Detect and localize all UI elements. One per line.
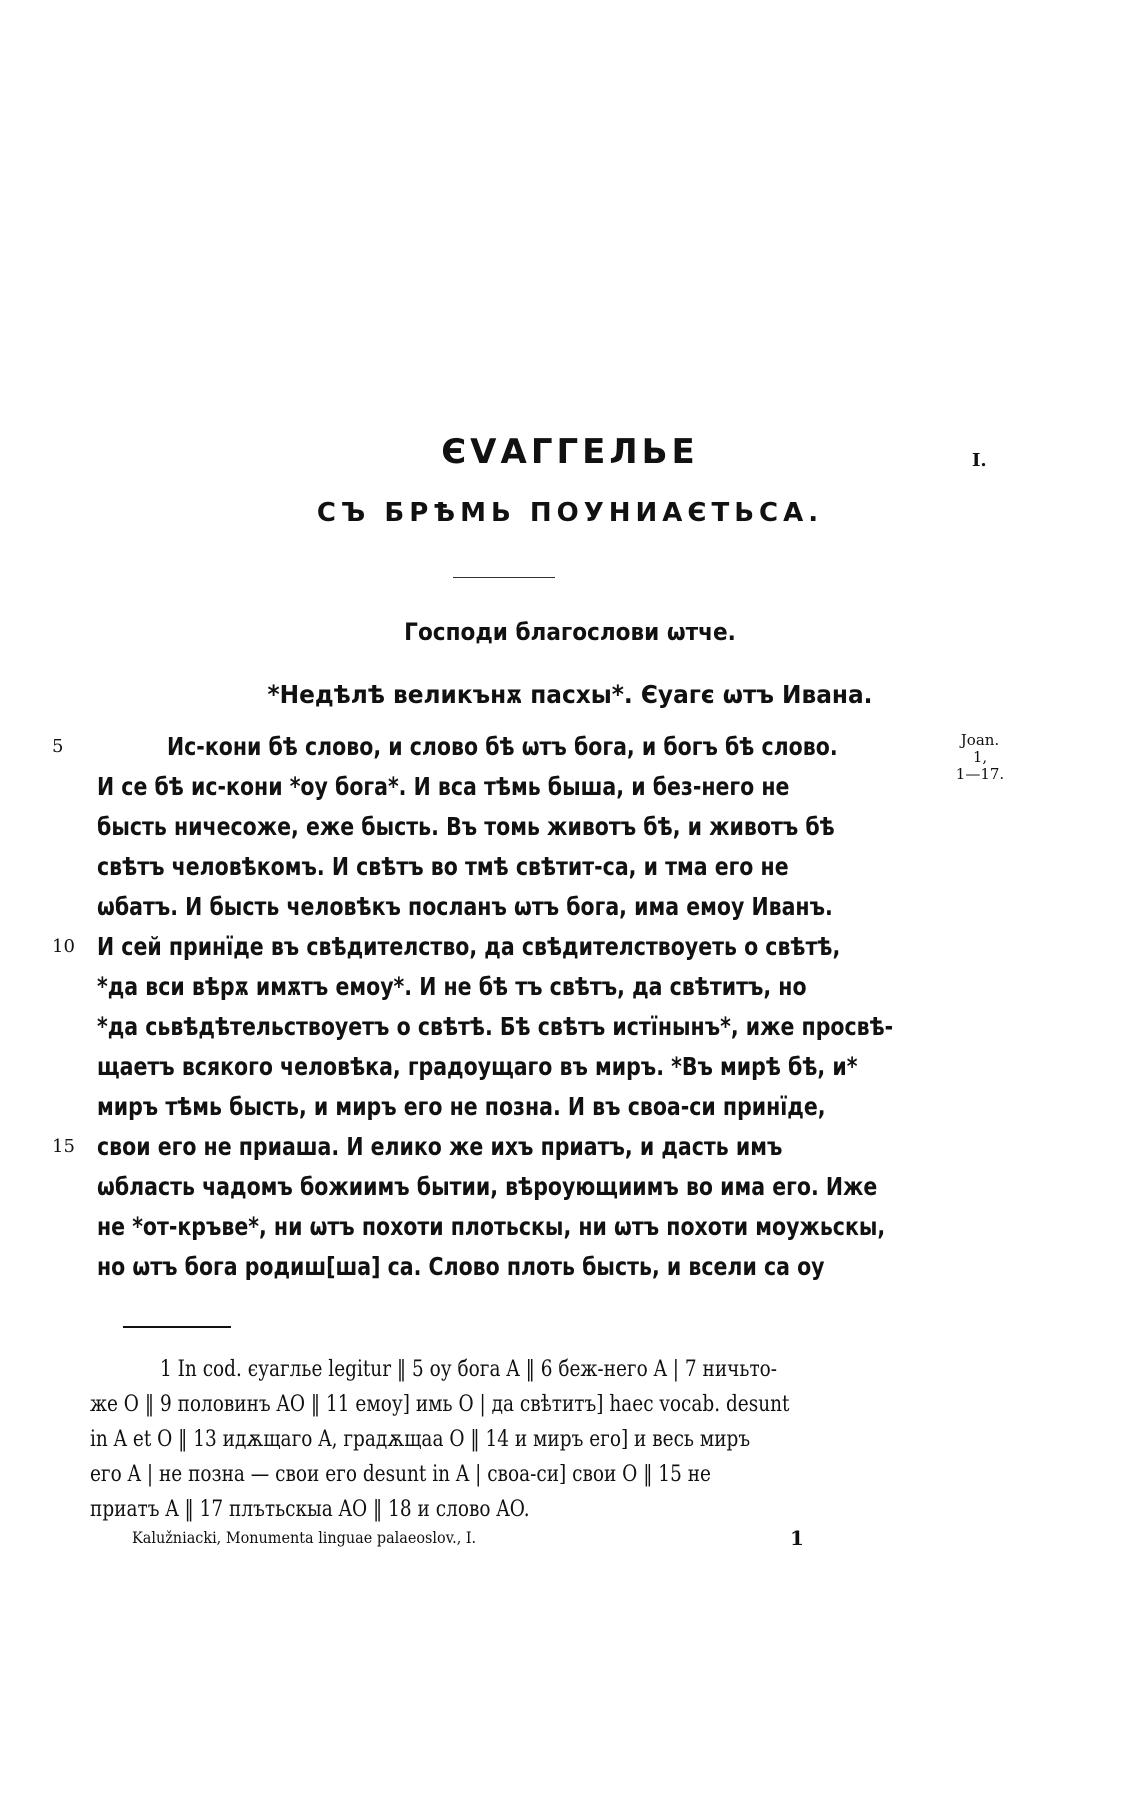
text-line: *да сьвѣдѣтельствоуетъ о свѣтѣ. Бѣ свѣтъ истїнынъ*, иже просвѣ-: [97, 1012, 894, 1041]
section-marker: I.: [972, 450, 987, 471]
text-line: свои его не приаша. И елико же ихъ приатъ, и дасть имъ: [97, 1132, 783, 1161]
text-line: И се бѣ ис-кони *оу бога*. И вса тѣмь быша, и без-него не: [97, 772, 790, 801]
text-line: *да вси вѣрѫ имѫтъ емоу*. И не бѣ тъ свѣтъ, да свѣтитъ, но: [97, 972, 807, 1001]
text-line: щаетъ всякого человѣка, градоущаго въ миръ. *Въ мирѣ бѣ, и*: [97, 1052, 858, 1081]
text-line: Ис-кони бѣ слово, и слово бѣ ѡтъ бога, и богъ бѣ слово.: [167, 732, 838, 761]
text-line: но ѡтъ бога родиш[ша] са. Слово плоть бысть, и всели са оу: [97, 1252, 825, 1281]
text-line: ѡбатъ. И бысть человѣкъ посланъ ѡтъ бога, има емоу Иванъ.: [97, 892, 833, 921]
margin-reference: [950, 732, 1010, 783]
invocation-line: Господи благослови ѡтче.: [404, 618, 736, 646]
footnote-line: in A et O ‖ 13 идѫщаго A, градѫщаа O ‖ 14 и миръ его] и весь миръ: [90, 1427, 751, 1452]
footnote-line: приатъ A ‖ 17 плътьскыа AO ‖ 18 и слово AO.: [90, 1497, 530, 1522]
source-citation: Kalužniacki, Monumenta linguae palaeoslov., I.: [132, 1528, 477, 1547]
text-line: не *от-кръве*, ни ѡтъ похоти плотьскы, ни ѡтъ похоти моужьскы,: [97, 1212, 886, 1241]
text-line: ѡбласть чадомъ божиимъ бытии, вѣроующиимъ во има его. Иже: [97, 1172, 878, 1201]
text-line: бысть ничесоже, еже бысть. Въ томь животъ бѣ, и животъ бѣ: [97, 812, 835, 841]
line-number: 15: [52, 1136, 75, 1157]
footnote-line: его A | не позна — свои его desunt in A | своа-си] свои O ‖ 15 не: [90, 1462, 711, 1487]
page-number: 1: [790, 1526, 804, 1550]
title-divider: [453, 577, 555, 578]
margin-reference-book: Joan.: [960, 731, 1000, 749]
margin-reference-chapter: 1,: [972, 748, 988, 766]
margin-reference-verses: 1—17.: [955, 765, 1005, 783]
document-subtitle: СЪ БРѢМЬ ПОУНИАЄТЬСА.: [316, 498, 824, 528]
footnote-line: же O ‖ 9 половинъ AO ‖ 11 емоу] имь O | да свѣтитъ] haec vocab. desunt: [90, 1392, 790, 1417]
line-number: 5: [52, 736, 64, 757]
document-title: ЄVАГГЕЛЬЕ: [441, 432, 699, 472]
text-line: свѣтъ человѣкомъ. И свѣтъ во тмѣ свѣтит-са, и тма его не: [97, 852, 789, 881]
text-line: миръ тѣмь бысть, и миръ его не позна. И въ своа-си принїде,: [97, 1092, 826, 1121]
text-line: И сей принїде въ свѣдителство, да свѣдителствоуеть о свѣтѣ,: [97, 932, 841, 961]
section-heading: *Недѣлѣ великънѫ пасхы*. Єуагє ѡтъ Ивана.: [267, 680, 873, 709]
footnote-divider: [123, 1326, 231, 1328]
footnote-line: 1 In cod. єуаглье legitur ‖ 5 оу бога A ‖ 6 беж-него A | 7 ничьто-: [160, 1357, 778, 1382]
line-number: 10: [52, 936, 75, 957]
